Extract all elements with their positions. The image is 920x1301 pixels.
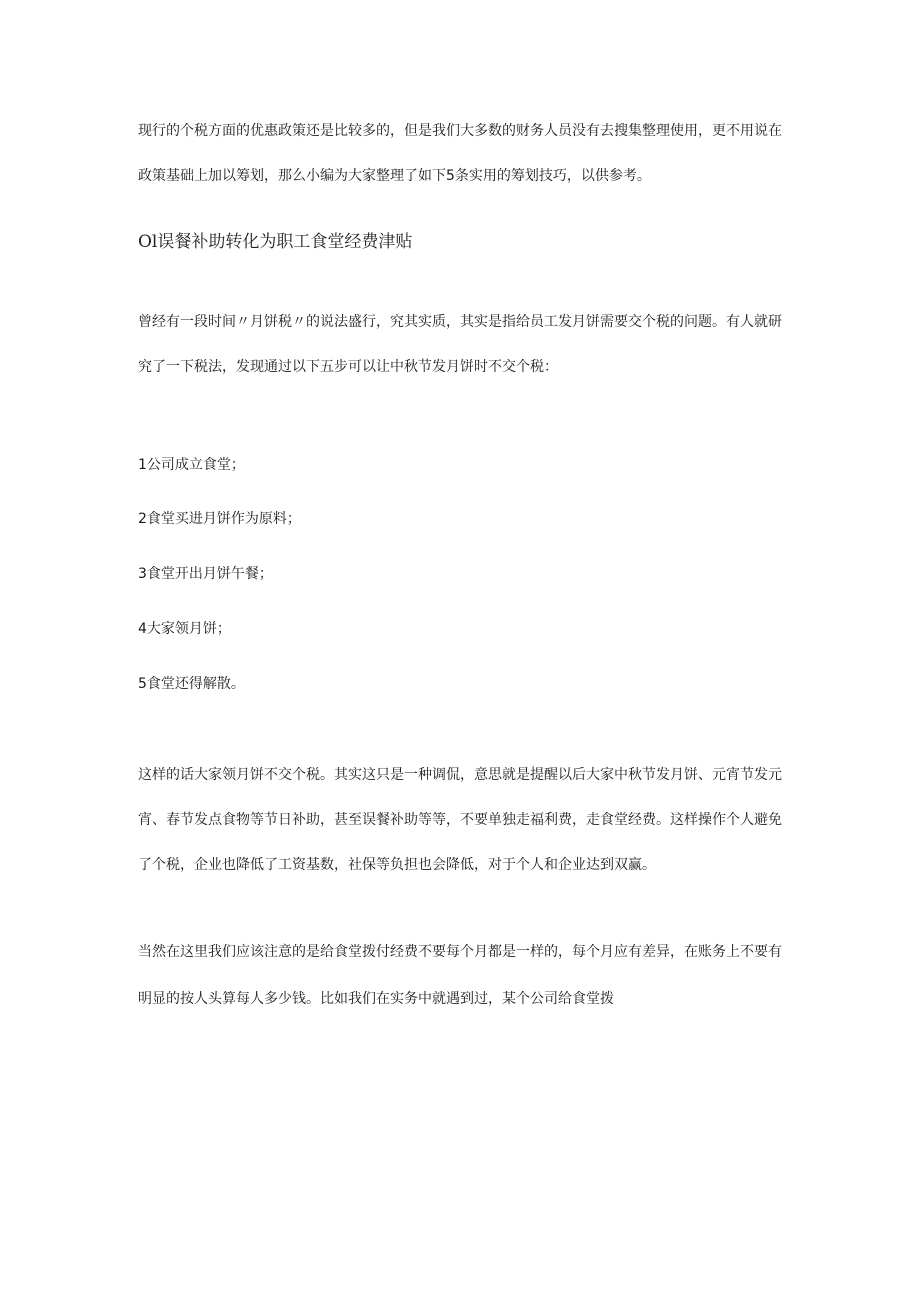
para2-line-3: 了个税，企业也降低了工资基数，社保等负担也会降低，对于个人和企业达到双赢。 [138, 857, 656, 873]
intro-line-2: 政策基础上加以筹划，那么小编为大家整理了如下5条实用的筹划技巧，以供参考。 [138, 168, 651, 184]
section-heading: Ol误餐补助转化为职工食堂经费津贴 [138, 232, 413, 252]
step-item-3: 3食堂开出月饼午餐； [138, 566, 273, 582]
para1-line-2: 究了一下税法，发现通过以下五步可以让中秋节发月饼时不交个税： [138, 359, 558, 375]
para2-line-2: 宵、春节发点食物等节日补助，甚至误餐补助等等，不要单独走福利费，走食堂经费。这样操作个人避免 [138, 812, 782, 828]
step-item-4: 4大家领月饼； [138, 621, 231, 637]
para3-line-1: 当然在这里我们应该注意的是给食堂拨付经费不要每个月都是一样的，每个月应有差异，在账务上不要有 [138, 944, 782, 960]
step-item-2: 2食堂买进月饼作为原料； [138, 511, 301, 527]
para2-line-1: 这样的话大家领月饼不交个税。其实这只是一种调侃，意思就是提醒以后大家中秋节发月饼、元宵节发元 [138, 767, 782, 783]
intro-line-1: 现行的个税方面的优惠政策还是比较多的，但是我们大多数的财务人员没有去搜集整理使用，更不用说在 [138, 123, 782, 139]
step-item-1: 1公司成立食堂； [138, 457, 245, 473]
para3-line-2: 明显的按人头算每人多少钱。比如我们在实务中就遇到过，某个公司给食堂拨 [138, 991, 614, 1007]
para1-line-1: 曾经有一段时间〃月饼税〃的说法盛行，究其实质，其实是指给员工发月饼需要交个税的问题。有人就研 [138, 314, 782, 330]
step-item-5: 5食堂还得解散。 [138, 676, 245, 692]
